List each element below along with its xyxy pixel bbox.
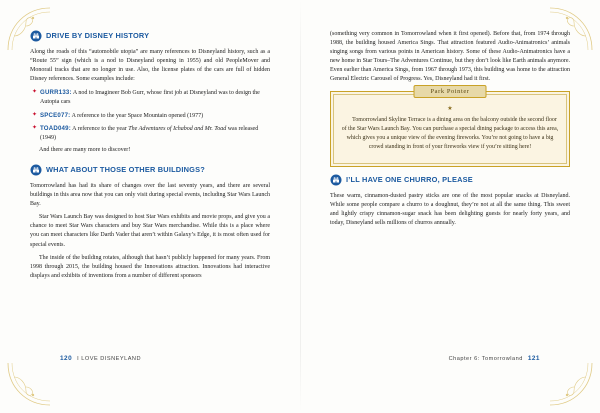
paragraph: Along the roads of this “automobile utopia” are many references to Disneyland history, such as a “Route 55” sign (which is a nod to Disneyland opening in 1955) and old PeopleMover and Monorail tracks that are no longer in use. Also, the license plates of the cars are full of hidden Disney references. Some examples include:	[30, 49, 270, 83]
list-item-text-italic: The Adventures of Ichabod and Mr. Toad	[128, 125, 227, 132]
list-item-text: A nod to Imagineer Bob Gurr, whose first job at Disneyland was to design the Autopia cars	[40, 90, 260, 106]
list-item	[32, 111, 270, 121]
left-column-text	[30, 30, 270, 281]
park-pointer-text: Tomorrowland Skyline Terrace is a dining area on the balcony outside the second floor of the Star Wars Launch Bay. You can purchase a special dining package to access this area, which gives you a unique view of the evening fireworks. You’re not going to have a big crowd standing in front of your fireworks view if you’re sitting here!	[341, 116, 559, 150]
section-heading-what-about-those-other-buildings	[30, 164, 270, 176]
section-heading-drive-by-disney-history	[30, 30, 270, 42]
page-number: 121	[527, 355, 540, 362]
list-item-code: SPCE077:	[40, 111, 71, 119]
section-heading-label: WHAT ABOUT THOSE OTHER BUILDINGS?	[46, 165, 205, 175]
list-item	[32, 124, 270, 143]
running-head: Chapter 6: Tomorrowland	[448, 355, 523, 362]
section-heading-ill-have-one-churro-please	[330, 174, 570, 186]
park-pointer-star-icon: ★	[447, 105, 453, 112]
paragraph-closing: And there are many more to discover!	[39, 146, 131, 153]
park-pointer-box	[330, 87, 570, 167]
paragraph-continuation: (something very common in Tomorrowland when it first opened). Before that, from 1974 through 1988, the building housed America Sings. That attraction featured Audio-Animatronics’ animals singing songs from various points in American history. Some of these Audio-Animatronics have a new home in Star Tours–The Adventures Continue, but they don’t look like Earth animals anymore. Even earlier than America Sings, from 1967 through 1973, this building was home to the attraction General Electric Carousel of Progress. Yes, Disneyland had it first.	[330, 31, 570, 83]
paragraph: The inside of the building rotates, although that hasn’t publicly happened for many years. From 1998 through 2015, the building housed the Innovations attraction. Innovations had interactive displays and exhibits of inventions from a number of different sponsors	[30, 254, 270, 279]
star-bullet-icon: ✦	[32, 124, 38, 131]
right-column-text	[330, 30, 570, 228]
page-number: 120	[60, 355, 73, 362]
section-heading-label: I’LL HAVE ONE CHURRO, PLEASE	[346, 175, 473, 185]
list-item-text-after: was released (1949)	[40, 125, 259, 141]
castle-icon	[30, 30, 42, 42]
footer-right	[449, 355, 540, 362]
license-plate-list	[30, 88, 270, 142]
footer-left	[60, 355, 141, 362]
running-head: I LOVE DISNEYLAND	[77, 355, 142, 362]
castle-icon	[30, 164, 42, 176]
list-item-text-before: A reference to the year	[72, 125, 129, 132]
star-bullet-icon: ✦	[32, 89, 38, 96]
list-item-code: TOAD049:	[40, 124, 71, 132]
park-pointer-banner: Park Pointer	[414, 85, 487, 98]
page-left	[30, 30, 270, 380]
star-bullet-icon: ✦	[32, 111, 38, 118]
section-heading-label: DRIVE BY DISNEY HISTORY	[46, 31, 150, 41]
page-gutter	[300, 0, 301, 413]
list-item	[32, 88, 270, 107]
list-item-text: A reference to the year Space Mountain opened (1977)	[71, 112, 204, 119]
paragraph: Star Wars Launch Bay was designed to host Star Wars exhibits and movie props, and give you a chance to meet Star Wars characters and buy Star Wars merchandise. While this is a place where you can meet characters like Darth Vader that aren’t within Galaxy’s Edge, it is most often used for special events.	[30, 214, 270, 248]
paragraph: These warm, cinnamon-dusted pastry sticks are one of the most popular snacks at Disneyland. While some people compare a churro to a doughnut, they’re not at all the same thing. This sweet and lightly crispy cinnamon-sugar snack has been delighting guests for nearly forty years, and today, Disneyland sells millions of churros annually.	[330, 192, 570, 226]
paragraph: Tomorrowland has had its share of changes over the last seventy years, and there are several buildings in this area now that you can only visit during special events, including Star Wars Launch Bay.	[30, 182, 270, 208]
castle-icon	[330, 174, 342, 186]
list-item-code: GURR133:	[40, 89, 72, 97]
page-right	[330, 30, 570, 380]
